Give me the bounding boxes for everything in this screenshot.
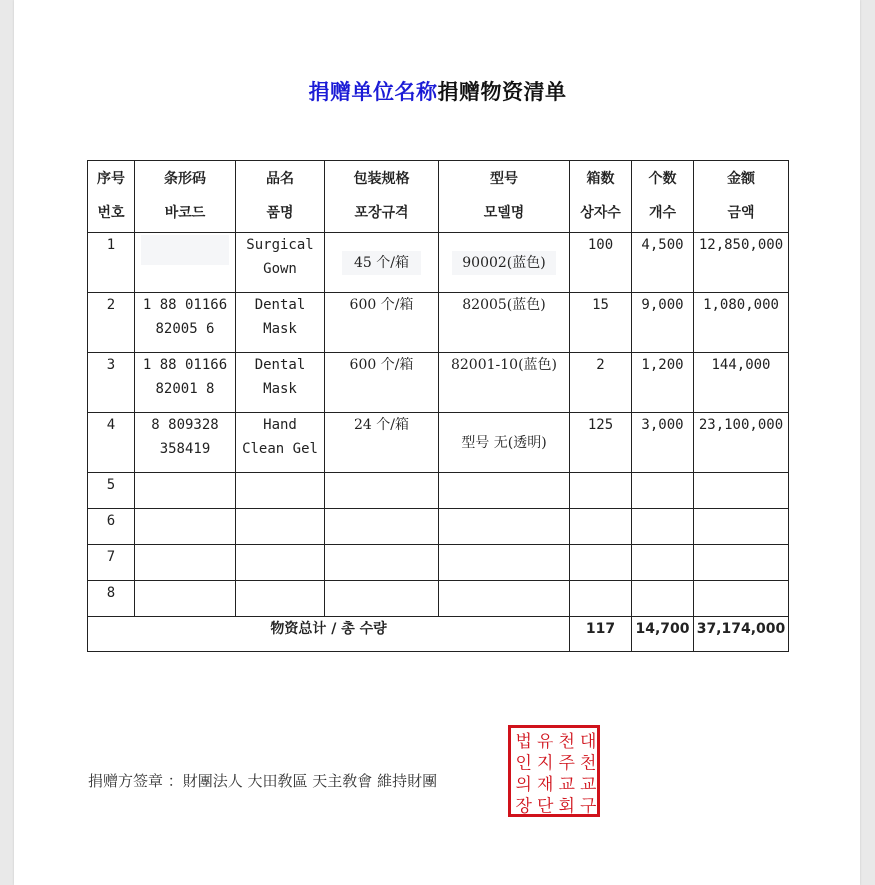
cell-no: 3 xyxy=(88,353,135,413)
header-amount: 金额 금액 xyxy=(694,161,789,233)
seal-glyph: 회 xyxy=(558,796,575,817)
total-count: 14,700 xyxy=(632,617,694,652)
cell-no: 2 xyxy=(88,293,135,353)
header-model: 型号 모델명 xyxy=(439,161,570,233)
title-donor-name: 捐赠单位名称 xyxy=(308,80,438,104)
header-no: 序号 번호 xyxy=(88,161,135,233)
cell-count: 3,000 xyxy=(632,413,694,473)
cell-no: 4 xyxy=(88,413,135,473)
cell-product-name: Hand Clean Gel xyxy=(236,413,325,473)
seal-glyph: 의 xyxy=(515,774,532,795)
cell-product-name: Dental Mask xyxy=(236,353,325,413)
header-package-spec: 包装规格 포장규격 xyxy=(325,161,439,233)
cell-package-spec: 45 个/箱 xyxy=(325,233,439,293)
cell-product-name: Dental Mask xyxy=(236,293,325,353)
seal-glyph: 주 xyxy=(558,753,575,774)
header-product-name: 品名 품명 xyxy=(236,161,325,233)
donation-table xyxy=(87,160,789,652)
seal-glyph: 인 xyxy=(515,753,532,774)
seal-glyph: 천 xyxy=(558,731,575,752)
cell-barcode: 1 88 01166 82001 8 xyxy=(135,353,236,413)
cell-no: 5 xyxy=(88,473,135,509)
seal-glyph: 교 xyxy=(580,774,597,795)
cell-barcode xyxy=(135,233,236,293)
cell-boxes: 2 xyxy=(570,353,632,413)
cell-count: 9,000 xyxy=(632,293,694,353)
table-row xyxy=(88,293,789,353)
title-list-name: 捐赠物资清单 xyxy=(437,80,567,104)
cell-amount: 23,100,000 xyxy=(694,413,789,473)
cell-model: 90002(蓝色) xyxy=(439,233,570,293)
table-row xyxy=(88,581,789,617)
cell-amount: 1,080,000 xyxy=(694,293,789,353)
cell-no: 8 xyxy=(88,581,135,617)
header-count: 个数 개수 xyxy=(632,161,694,233)
table-row xyxy=(88,545,789,581)
total-label: 物资总计 / 총 수량 xyxy=(88,617,570,652)
cell-amount: 12,850,000 xyxy=(694,233,789,293)
cell-product-name: Surgical Gown xyxy=(236,233,325,293)
cell-package-spec: 600 个/箱 xyxy=(325,353,439,413)
seal-glyph: 대 xyxy=(580,731,597,752)
cell-no: 6 xyxy=(88,509,135,545)
seal-glyph: 천 xyxy=(580,753,597,774)
cell-model: 82001-10(蓝色) xyxy=(439,353,570,413)
total-boxes: 117 xyxy=(570,617,632,652)
seal-glyph: 단 xyxy=(537,796,554,817)
table-row xyxy=(88,509,789,545)
table-row xyxy=(88,413,789,473)
header-boxes: 箱数 상자수 xyxy=(570,161,632,233)
donor-signature-line: 捐赠方签章 ：財團法人 大田敎區 天主敎會 維持財團 xyxy=(88,772,438,790)
cell-amount: 144,000 xyxy=(694,353,789,413)
seal-glyph: 법 xyxy=(515,731,532,752)
total-row xyxy=(88,617,789,652)
cell-count: 4,500 xyxy=(632,233,694,293)
seal-glyph: 지 xyxy=(537,753,554,774)
cell-package-spec: 24 个/箱 xyxy=(325,413,439,473)
barcode-blank xyxy=(141,235,229,265)
cell-boxes: 15 xyxy=(570,293,632,353)
table-row xyxy=(88,473,789,509)
cell-model: 型号 无(透明) xyxy=(439,413,570,473)
seal-glyph: 재 xyxy=(537,774,554,795)
cell-model: 82005(蓝色) xyxy=(439,293,570,353)
table-row xyxy=(88,233,789,293)
cell-boxes: 100 xyxy=(570,233,632,293)
header-barcode: 条形码 바코드 xyxy=(135,161,236,233)
header-row xyxy=(88,161,789,233)
seal-glyph: 구 xyxy=(580,796,597,817)
cell-package-spec: 600 个/箱 xyxy=(325,293,439,353)
cell-count: 1,200 xyxy=(632,353,694,413)
seal-glyph: 장 xyxy=(515,796,532,817)
cell-boxes: 125 xyxy=(570,413,632,473)
cell-no: 1 xyxy=(88,233,135,293)
table-row xyxy=(88,353,789,413)
cell-no: 7 xyxy=(88,545,135,581)
cell-barcode: 8 809328 358419 xyxy=(135,413,236,473)
total-amount: 37,174,000 xyxy=(694,617,789,652)
seal-glyph: 교 xyxy=(558,774,575,795)
page-title xyxy=(0,76,875,106)
seal-glyphs xyxy=(516,731,598,817)
official-seal-stamp xyxy=(508,725,600,817)
cell-barcode: 1 88 01166 82005 6 xyxy=(135,293,236,353)
seal-glyph: 유 xyxy=(537,731,554,752)
